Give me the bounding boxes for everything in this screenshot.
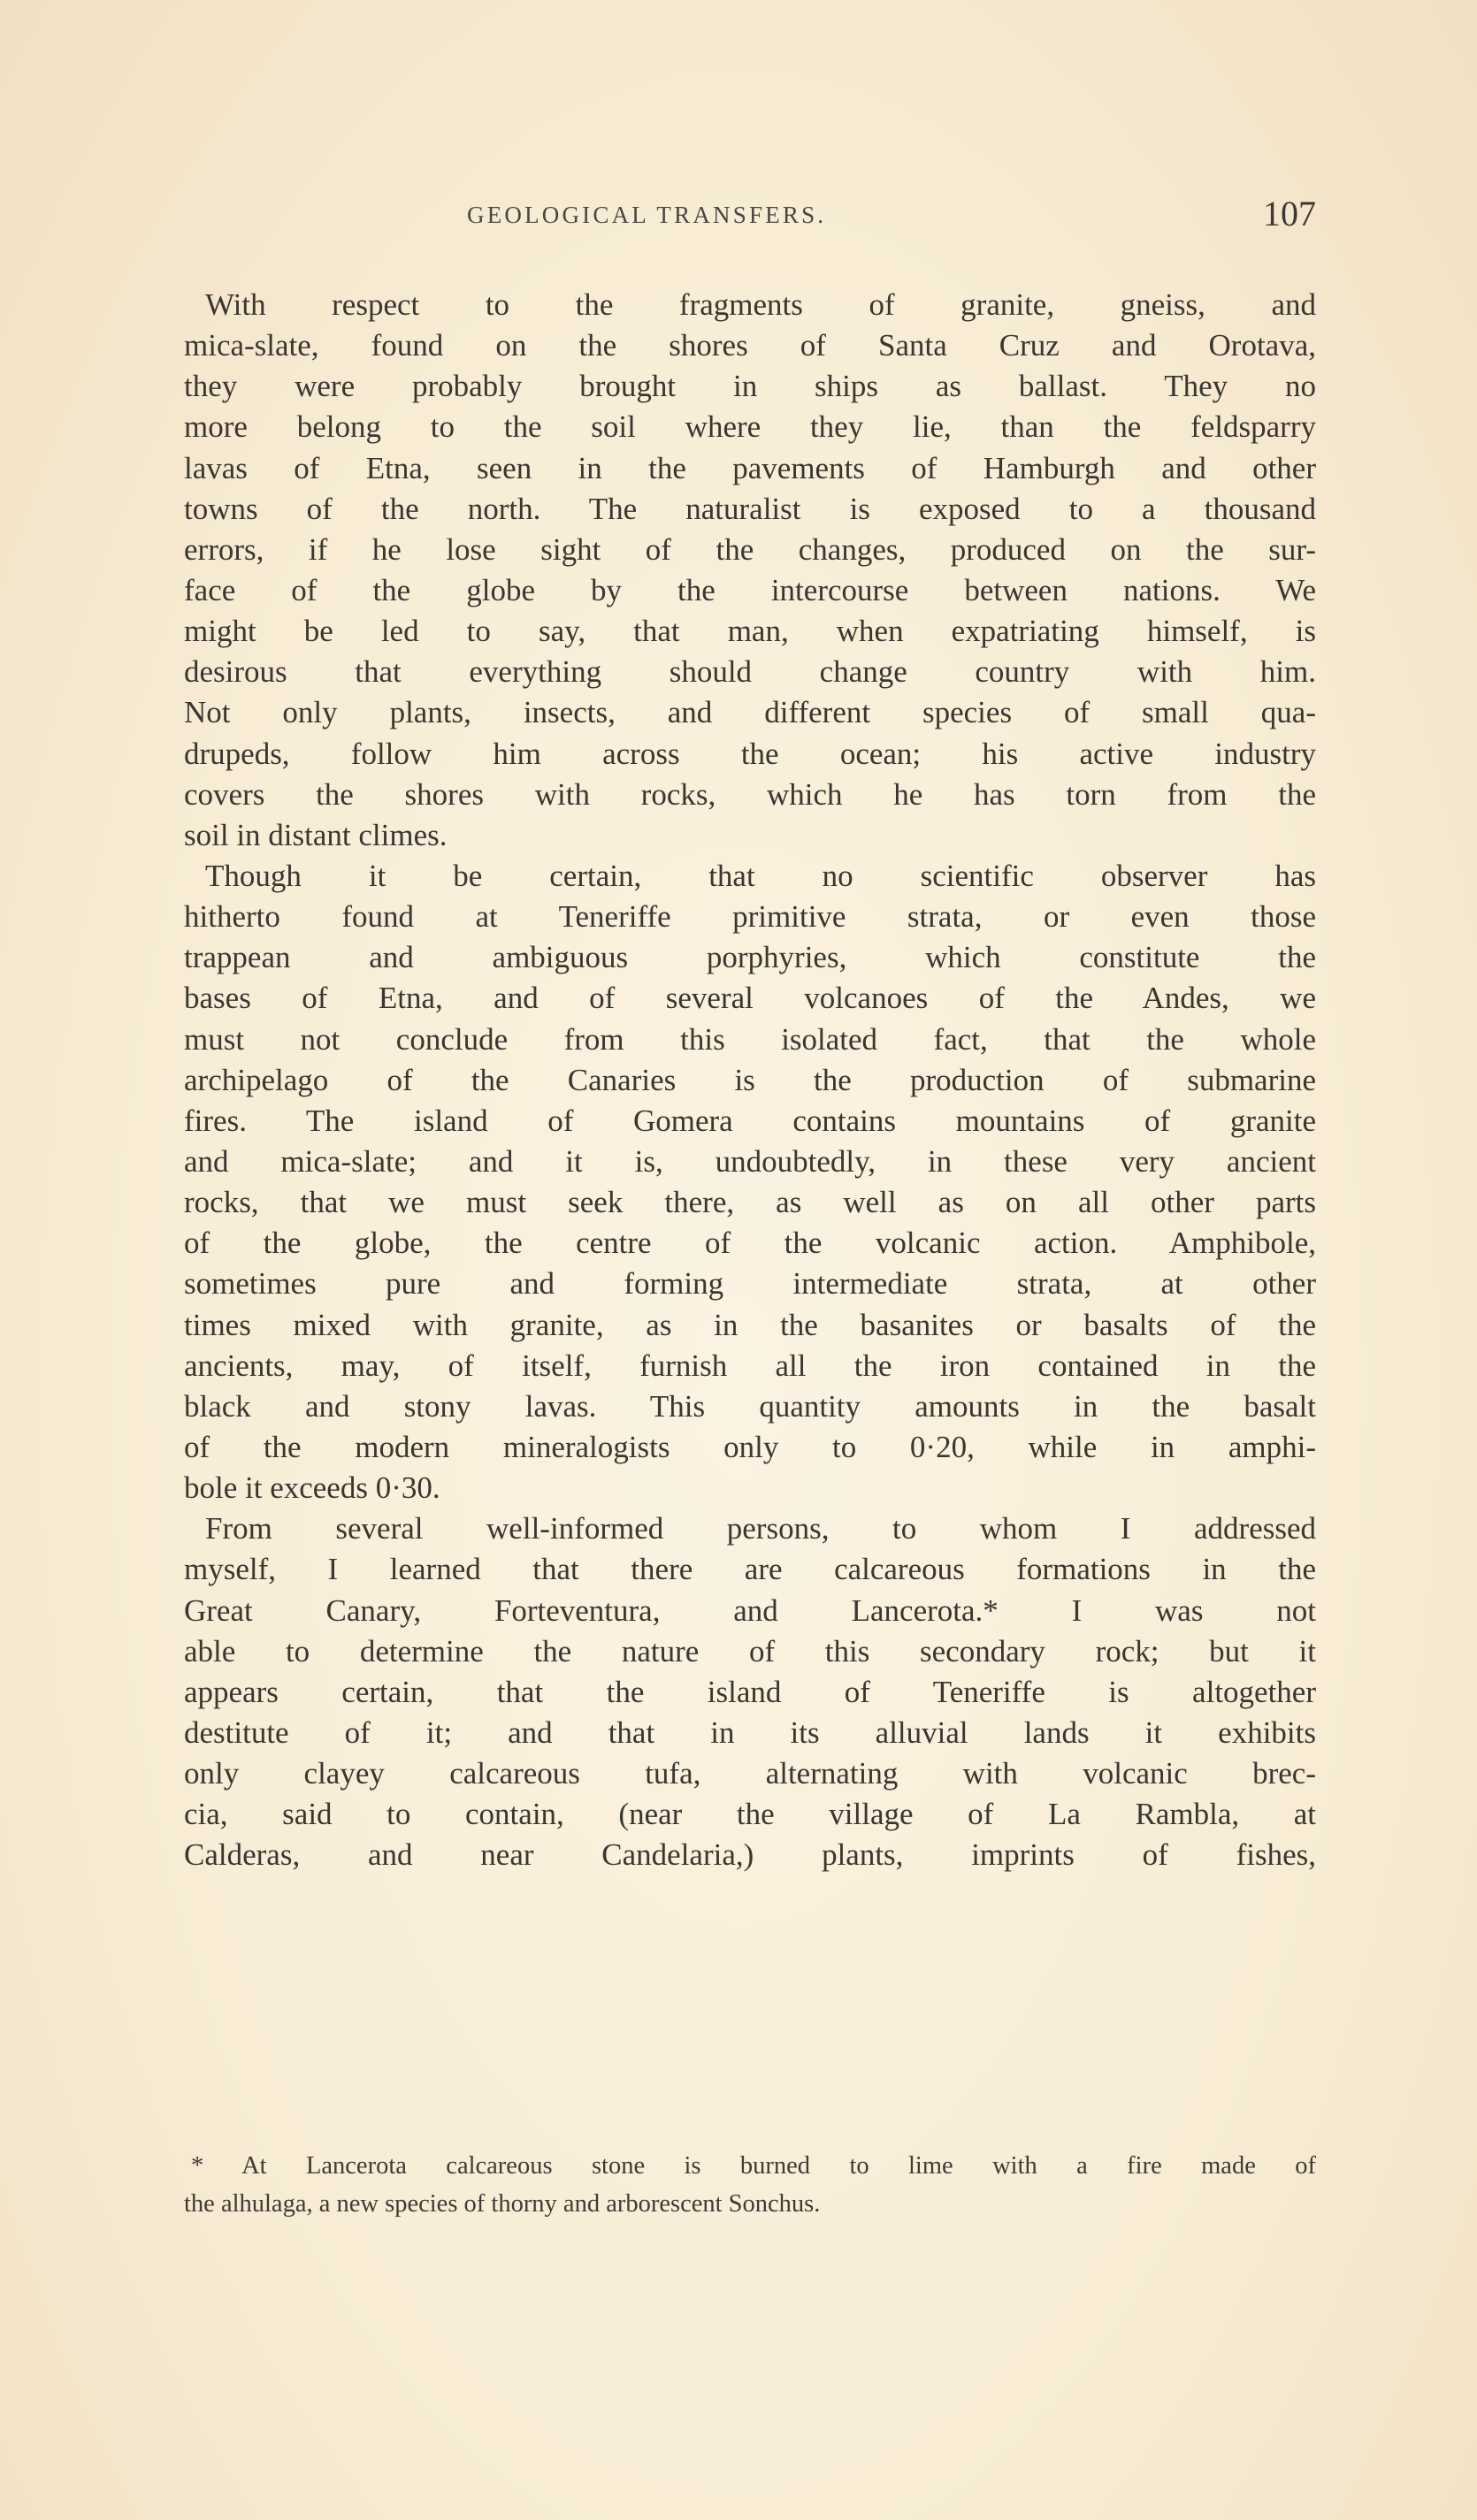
text-line: trappean and ambiguous porphyries, which constitute the: [184, 940, 1316, 975]
text-line: might be led to say, that man, when expatriating himself, is: [184, 614, 1316, 649]
text-line: rocks, that we must seek there, as well as on all other parts: [184, 1185, 1316, 1220]
text-line: of the globe, the centre of the volcanic action. Amphibole,: [184, 1226, 1316, 1261]
text-line: Not only plants, insects, and different species of small qua-: [184, 695, 1316, 730]
page-number: 107: [1263, 194, 1316, 233]
text-line: times mixed with granite, as in the basanites or basalts of the: [184, 1307, 1316, 1342]
text-line: hitherto found at Teneriffe primitive strata, or even those: [184, 899, 1316, 935]
text-line: able to determine the nature of this secondary rock; but it: [184, 1633, 1316, 1669]
text-line: and mica-slate; and it is, undoubtedly, in these very ancient: [184, 1143, 1316, 1179]
text-line: more belong to the soil where they lie, than the feldsparry: [184, 409, 1316, 445]
text-line: ancients, may, of itself, furnish all the iron contained in the: [184, 1348, 1316, 1383]
text-line: towns of the north. The naturalist is exposed to a thousand: [184, 491, 1316, 526]
text-line: bole it exceeds 0·30.: [184, 1470, 440, 1506]
footnote-line: the alhulaga, a new species of thorny and arborescent Sonchus.: [184, 2190, 821, 2218]
text-line: destitute of it; and that in its alluvial lands it exhibits: [184, 1714, 1316, 1750]
paragraph-1: [184, 285, 1316, 856]
text-line: Though it be certain, that no scientific observer has: [205, 858, 1316, 893]
page-header: [467, 193, 1316, 237]
text-line: Great Canary, Forteventura, and Lancerota.* I was not: [184, 1592, 1316, 1628]
paragraph-3: [184, 1508, 1316, 1875]
text-line: appears certain, that the island of Teneriffe is altogether: [184, 1674, 1316, 1709]
text-line: black and stony lavas. This quantity amounts in the basalt: [184, 1388, 1316, 1424]
text-line: sometimes pure and forming intermediate strata, at other: [184, 1266, 1316, 1302]
text-line: cia, said to contain, (near the village of La Rambla, at: [184, 1797, 1316, 1832]
text-line: must not conclude from this isolated fact, that the whole: [184, 1021, 1316, 1057]
running-head: GEOLOGICAL TRANSFERS.: [467, 202, 827, 228]
paragraph-2: [184, 856, 1316, 1508]
text-line: mica-slate, found on the shores of Santa Cruz and Orotava,: [184, 328, 1316, 363]
text-line: archipelago of the Canaries is the production of submarine: [184, 1062, 1316, 1097]
text-line: face of the globe by the intercourse between nations. We: [184, 572, 1316, 607]
text-line: Calderas, and near Candelaria,) plants, imprints of fishes,: [184, 1837, 1316, 1873]
text-line: only clayey calcareous tufa, alternating with volcanic brec-: [184, 1756, 1316, 1791]
text-line: they were probably brought in ships as ballast. They no: [184, 369, 1316, 404]
body-text: [184, 285, 1316, 1875]
text-line: myself, I learned that there are calcareous formations in the: [184, 1552, 1316, 1587]
text-line: drupeds, follow him across the ocean; his active industry: [184, 736, 1316, 771]
text-line: From several well-informed persons, to whom I addressed: [205, 1511, 1316, 1546]
text-line: errors, if he lose sight of the changes, produced on the sur-: [184, 531, 1316, 567]
text-line: With respect to the fragments of granite, gneiss, and: [205, 287, 1316, 322]
text-line: lavas of Etna, seen in the pavements of Hamburgh and other: [184, 450, 1316, 485]
text-line: desirous that everything should change country with him.: [184, 654, 1316, 690]
text-line: fires. The island of Gomera contains mountains of granite: [184, 1103, 1316, 1138]
text-line: soil in distant climes.: [184, 817, 448, 852]
text-line: bases of Etna, and of several volcanoes of the Andes, we: [184, 981, 1316, 1016]
footnote: [184, 2147, 1316, 2223]
footnote-line: * At Lancerota calcareous stone is burned to lime with a fire made of: [191, 2152, 1316, 2180]
text-line: of the modern mineralogists only to 0·20, while in amphi-: [184, 1429, 1316, 1464]
text-line: covers the shores with rocks, which he has torn from the: [184, 776, 1316, 812]
